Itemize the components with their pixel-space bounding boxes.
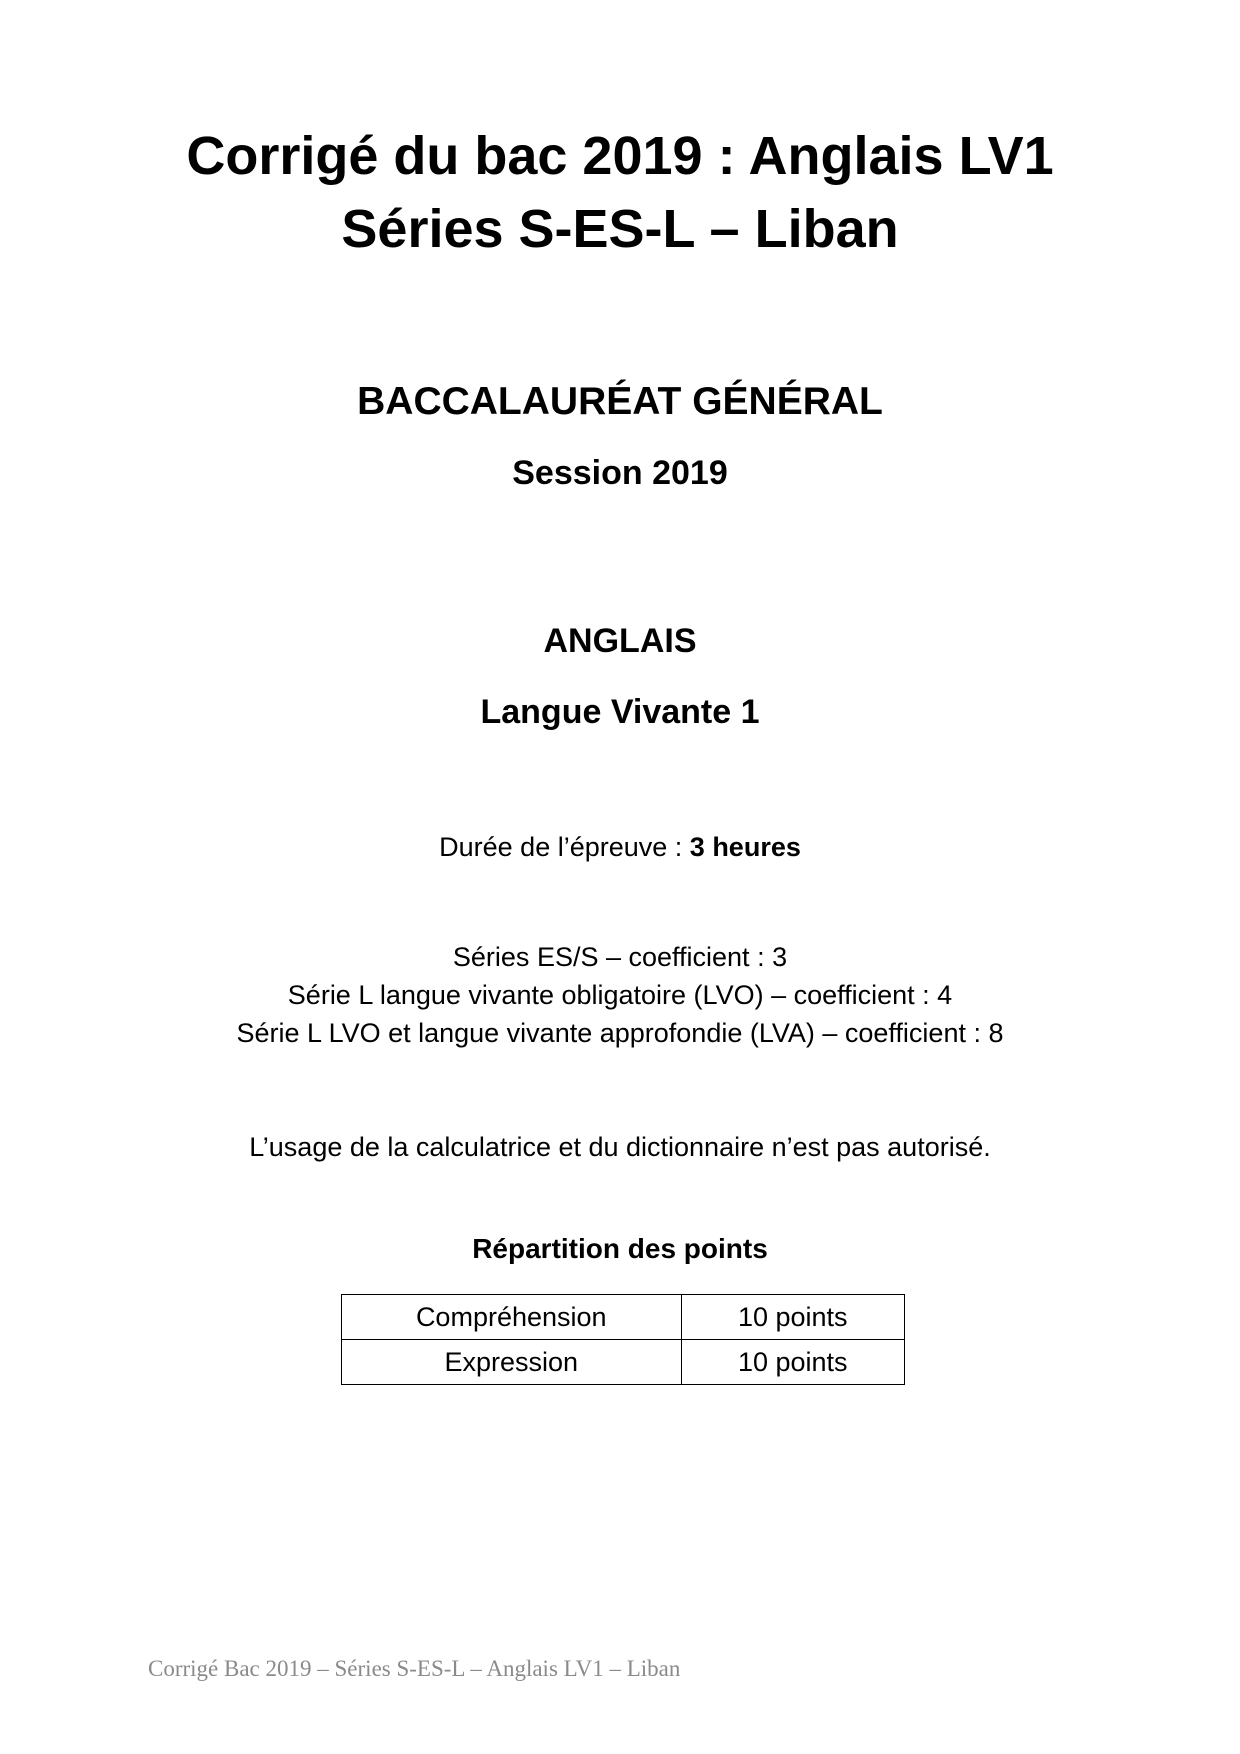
exam-name: BACCALAURÉAT GÉNÉRAL <box>357 380 883 423</box>
coefficient-line: Série L langue vivante obligatoire (LVO) – coefficient : 4 <box>287 980 953 1010</box>
title-line-2: Séries S-ES-L – Liban <box>341 199 899 259</box>
exam-session: Session 2019 <box>512 454 728 492</box>
points-table <box>341 1294 905 1385</box>
exam-language-level: Langue Vivante 1 <box>480 693 760 731</box>
points-title: Répartition des points <box>472 1233 768 1264</box>
table-cell-part: Expression <box>342 1340 682 1385</box>
title-line-1: Corrigé du bac 2019 : Anglais LV1 <box>186 126 1054 186</box>
duration-label: Durée de l’épreuve : <box>439 832 690 862</box>
exam-subject: ANGLAIS <box>543 622 697 660</box>
page-footer: Corrigé Bac 2019 – Séries S-ES-L – Anglais LV1 – Liban <box>148 1656 681 1681</box>
table-row <box>342 1295 905 1340</box>
duration-line <box>0 829 1240 866</box>
table-row <box>342 1340 905 1385</box>
usage-notice: L’usage de la calculatrice et du dictionnaire n’est pas autorisé. <box>249 1132 991 1162</box>
table-cell-points: 10 points <box>681 1340 905 1385</box>
table-cell-part: Compréhension <box>342 1295 682 1340</box>
duration-value: 3 heures <box>689 832 801 862</box>
coefficient-line: Série L LVO et langue vivante approfondie (LVA) – coefficient : 8 <box>236 1018 1004 1048</box>
coefficient-line: Séries ES/S – coefficient : 3 <box>452 942 788 972</box>
table-cell-points: 10 points <box>681 1295 905 1340</box>
